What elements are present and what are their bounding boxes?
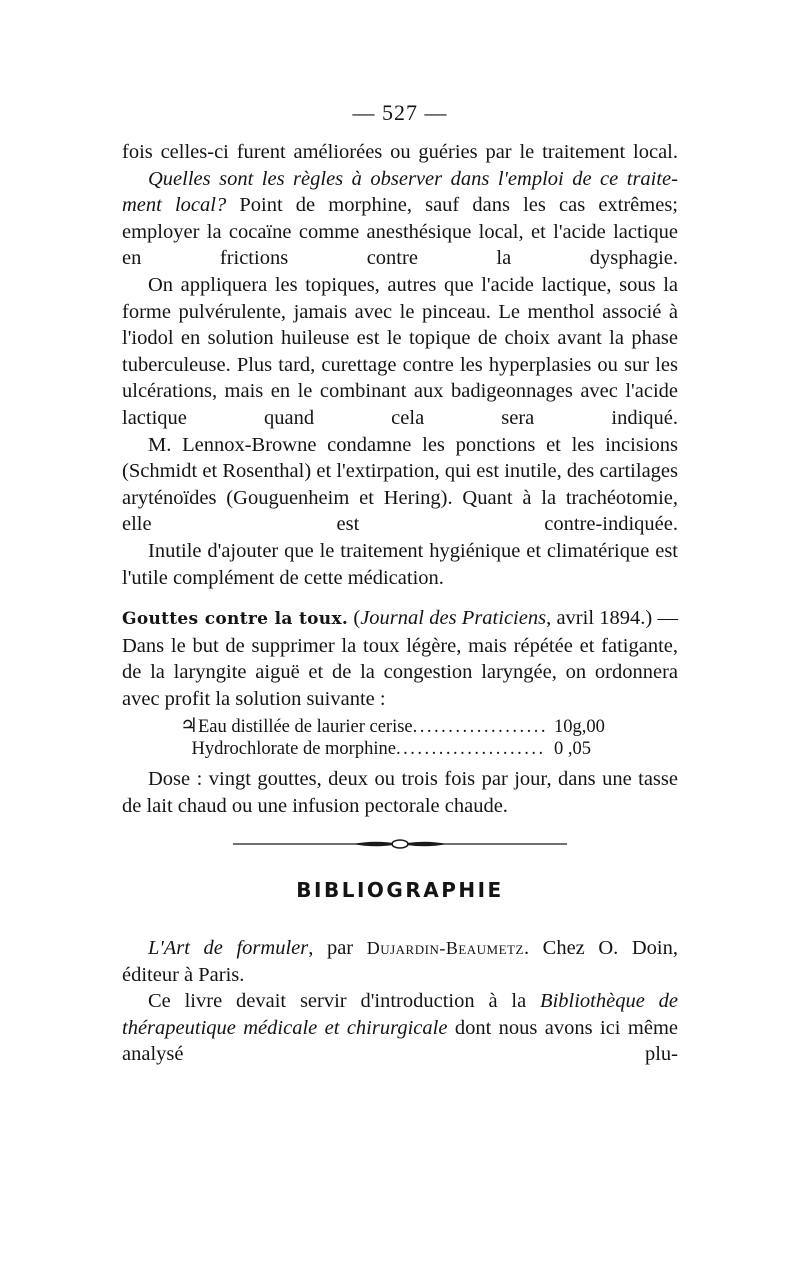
desc-end: dont nous avons ici même analysé plu- (122, 1016, 678, 1066)
leader-dots (413, 716, 546, 738)
prescription-row-2 (184, 738, 604, 760)
paragraph-4: Inutile d'ajouter que le traitement hygiénique et climatérique est l'utile complément de cette médication. (122, 539, 678, 589)
journal-name: Journal des Praticiens (360, 607, 547, 629)
bibliography-description (122, 988, 678, 1068)
dose-paragraph (122, 766, 678, 820)
recipe-symbol-icon: ♃ (180, 715, 198, 737)
ingredient-quantity: 10g,00 (554, 717, 605, 737)
question-rest: Point de morphine, sauf dans les cas extrêmes; employer la cocaïne comme anesthésique local, et l'acide lactique en frictions contre la dysphagie. (122, 194, 679, 270)
source-open: ( (353, 607, 361, 629)
ingredient-name: Hydrochlorate de morphine (191, 739, 396, 759)
paragraph-2: On appliquera les topiques, autres que l'acide lactique, sous la forme pulvérulente, jamais avec le pinceau. Le menthol associé à l'iodol en solution huileuse est le topique de choix avant la phase tuberculeuse. Plus tard, curettage contre les hyperplasies ou sur les ulcérations, mais en le combinant aux badigeonnages avec l'acide lactique quand cela sera indiqué. (122, 273, 678, 429)
publisher: . Chez O. Doin, éditeur à Paris. (122, 937, 678, 986)
section-title: BIBLIOGRAPHIE (296, 878, 504, 902)
series-title: Bibliothèque de thérapeutique médicale et chirurgicale (122, 990, 678, 1039)
author-name: Dujardin-Beaumetz (366, 938, 524, 958)
question-italic-2: ment local? (122, 194, 227, 217)
ingredient-quantity: 0 ,05 (554, 739, 591, 759)
prescription-row-1 (180, 715, 605, 738)
page-number: — 527 — (352, 100, 448, 125)
ornament-divider-icon (233, 836, 567, 852)
paragraph-question (122, 166, 678, 272)
gouttes-section (122, 605, 678, 712)
question-italic: Quelles sont les règles à observer dans l'emploi de ce traite- (148, 167, 678, 190)
gouttes-heading: Gouttes contre la toux. (122, 609, 349, 629)
para1-line1: fois celles-ci furent améliorées ou guéries par le traitement local. (122, 141, 678, 163)
gouttes-body: — Dans le but de supprimer la toux légère, mais répétée et fatigante, de la laryngite aiguë et de la congestion laryngée, on ordonnera avec profit la solution suivante : (122, 607, 678, 710)
author-prefix: , par (308, 937, 367, 959)
bibliography-block (122, 935, 678, 1068)
book-title: L'Art de formuler (148, 937, 309, 959)
source-rest: , avril 1894.) (546, 607, 653, 629)
paragraph-1 (122, 139, 678, 166)
desc-start: Ce livre devait servir d'introduction à la (148, 990, 541, 1013)
prescription (180, 715, 605, 760)
dose-text: Dose : vingt gouttes, deux ou trois fois par jour, dans une tasse de lait chaud ou une infusion pectorale chaude. (122, 768, 678, 817)
gouttes-paragraph (122, 605, 678, 712)
paragraph-3: M. Lennox-Browne condamne les ponctions et les incisions (Schmidt et Rosenthal) et l'extirpation, qui est inutile, des cartilages aryténoïdes (Gouguenheim et Hering). Quant à la trachéotomie, elle est contre-indiquée. (122, 433, 678, 536)
bibliography-entry (122, 935, 678, 988)
ingredient-name: Eau distillée de laurier cerise (197, 717, 413, 737)
main-text-block (122, 139, 678, 591)
leader-dots (396, 738, 546, 760)
